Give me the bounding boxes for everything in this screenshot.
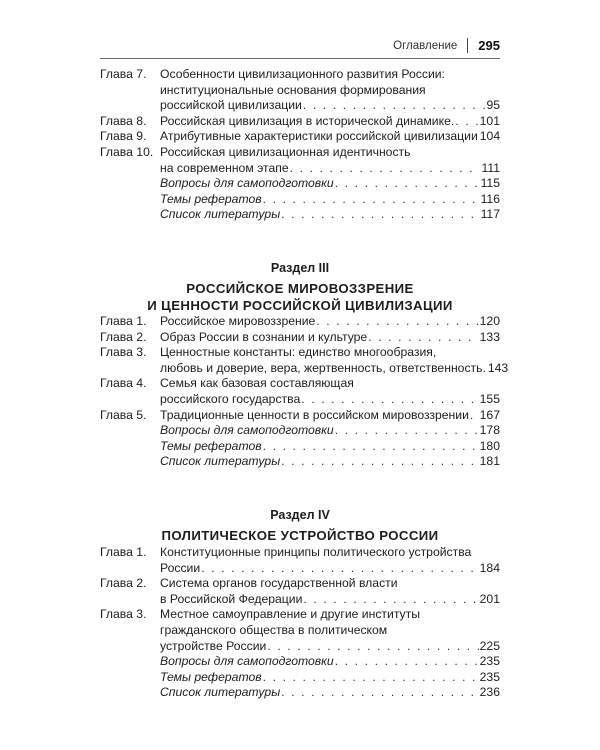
entry-body xyxy=(160,67,500,114)
dot-leader xyxy=(303,592,478,608)
section-heading-4 xyxy=(100,506,500,544)
page-ref: 235 xyxy=(479,669,500,684)
entry-body xyxy=(160,607,500,654)
toc-entry-appendix[interactable] xyxy=(100,685,500,701)
entry-title: Список литературы xyxy=(160,685,281,700)
entry-title: устройстве России xyxy=(160,638,267,653)
dot-leader xyxy=(335,654,479,670)
entry-title-line: Особенности цивилизационного развития России: xyxy=(160,67,445,81)
dot-leader xyxy=(335,176,480,192)
page-ref: 181 xyxy=(479,454,500,469)
entry-title: российского государства xyxy=(160,391,301,406)
toc-block-section-3 xyxy=(100,314,509,470)
section-title xyxy=(100,280,500,314)
entry-title: России xyxy=(160,560,201,575)
entry-title: Традиционные ценности в российском мировоззрении xyxy=(160,407,469,422)
entry-title-line: Семья как базовая составляющая xyxy=(160,376,354,391)
entry-last-line xyxy=(160,98,500,114)
entry-last-line xyxy=(160,192,500,208)
entry-body xyxy=(160,114,500,130)
entry-body xyxy=(160,454,500,470)
entry-body xyxy=(160,207,500,223)
dot-leader xyxy=(290,161,481,177)
entry-title: Российское мировоззрение xyxy=(160,314,316,328)
entry-last-line xyxy=(160,439,500,455)
entry-title: Темы рефератов xyxy=(160,669,262,684)
entry-last-line xyxy=(160,454,500,470)
entry-last-line xyxy=(160,592,500,608)
chapter-number: Глава 7. xyxy=(100,67,147,81)
dot-leader xyxy=(455,114,478,130)
page-ref: 104 xyxy=(479,129,501,144)
toc-entry[interactable] xyxy=(100,607,500,654)
entry-title-line: Конституционные принципы политического устройства xyxy=(160,545,472,559)
page-ref: 236 xyxy=(479,685,500,700)
section-title xyxy=(100,527,500,544)
toc-entry[interactable] xyxy=(100,576,500,607)
toc-entry-appendix[interactable] xyxy=(100,176,500,192)
page-ref: 95 xyxy=(486,98,500,113)
entry-title-line: гражданского общества в политическом xyxy=(160,622,388,637)
dot-leader xyxy=(281,454,478,470)
dot-leader xyxy=(263,439,479,455)
entry-body xyxy=(160,423,500,439)
entry-last-line xyxy=(160,392,500,408)
chapter-number: Глава 5. xyxy=(100,407,147,422)
entry-title: Темы рефератов xyxy=(160,438,262,453)
header-separator xyxy=(467,38,468,53)
entry-title: любовь и доверие, вера, жертвенность, ответственность. xyxy=(160,360,486,375)
chapter-number: Глава 4. xyxy=(100,376,147,391)
entry-title-line: Система органов государственной власти xyxy=(160,576,398,591)
dot-leader xyxy=(301,392,478,408)
dot-leader xyxy=(267,639,478,655)
entry-title-line: Российская цивилизационная идентичность xyxy=(160,144,411,159)
entry-body xyxy=(160,439,500,455)
entry-last-line xyxy=(160,330,500,346)
header-rule xyxy=(100,58,500,59)
chapter-number: Глава 8. xyxy=(100,113,147,128)
entry-body xyxy=(160,654,500,670)
entry-last-line xyxy=(160,114,500,130)
entry-last-line xyxy=(160,408,500,424)
entry-title: Вопросы для самоподготовки xyxy=(160,176,334,191)
chapter-number: Глава 2. xyxy=(100,329,147,344)
entry-last-line xyxy=(160,207,500,223)
entry-last-line xyxy=(160,176,500,192)
entry-body xyxy=(160,408,500,424)
entry-last-line xyxy=(160,314,500,330)
dot-leader xyxy=(470,408,479,424)
section-heading-3 xyxy=(100,259,500,314)
toc-entry[interactable] xyxy=(100,145,500,176)
entry-body xyxy=(160,314,500,330)
page-ref: 120 xyxy=(479,314,500,328)
entry-title: в Российской Федерации xyxy=(160,591,303,606)
page-number: 295 xyxy=(478,38,500,53)
entry-title: Вопросы для самоподготовки xyxy=(160,654,334,669)
entry-title: Атрибутивные характеристики российской цивилизации xyxy=(160,129,478,144)
chapter-number xyxy=(100,439,160,455)
entry-title: Российская цивилизация в исторической динамике. xyxy=(160,113,455,128)
dot-leader xyxy=(201,561,478,577)
page-ref: 116 xyxy=(480,191,500,206)
chapter-number: Глава 1. xyxy=(100,545,147,559)
dot-leader xyxy=(368,330,478,346)
toc-entry-appendix[interactable] xyxy=(100,454,500,470)
toc-entry[interactable] xyxy=(100,330,500,346)
chapter-number xyxy=(100,670,160,686)
entry-title-line: Ценностные константы: единство многообразия, xyxy=(160,345,437,360)
chapter-number: Глава 3. xyxy=(100,607,147,622)
page-ref: 235 xyxy=(479,654,500,669)
entry-body xyxy=(160,330,500,346)
chapter-number xyxy=(100,176,160,192)
chapter-number: Глава 10. xyxy=(100,144,154,159)
toc-entry[interactable] xyxy=(100,408,500,424)
toc-entry[interactable] xyxy=(100,67,500,114)
section-title-line: РОССИЙСКОЕ МИРОВОЗЗРЕНИЕ xyxy=(186,281,414,296)
section-title-line: ПОЛИТИЧЕСКОЕ УСТРОЙСТВО РОССИИ xyxy=(161,528,439,543)
section-title-line: И ЦЕННОСТИ РОССИЙСКОЙ ЦИВИЛИЗАЦИИ xyxy=(147,298,453,313)
entry-last-line xyxy=(160,639,500,655)
dot-leader xyxy=(263,670,479,686)
page-ref: 184 xyxy=(479,560,500,575)
entry-title: Вопросы для самоподготовки xyxy=(160,423,334,438)
toc-block-section-2-end xyxy=(100,67,500,223)
page-ref: 101 xyxy=(479,113,500,128)
toc-entry[interactable] xyxy=(100,376,500,407)
entry-title-line: институциональные основания формирования xyxy=(160,82,426,97)
page-ref: 111 xyxy=(481,160,500,175)
entry-body xyxy=(160,376,500,407)
entry-body xyxy=(160,345,509,376)
chapter-number: Глава 2. xyxy=(100,576,147,591)
entry-last-line xyxy=(160,670,500,686)
toc-entry[interactable] xyxy=(100,114,500,130)
section-label: Раздел III xyxy=(270,261,330,275)
entry-body xyxy=(160,176,500,192)
entry-title: Образ России в сознании и культуре xyxy=(160,329,368,344)
toc-entry[interactable] xyxy=(100,314,500,330)
entry-last-line xyxy=(160,561,500,577)
entry-body xyxy=(160,670,500,686)
chapter-number xyxy=(100,454,160,470)
entry-body xyxy=(160,145,500,176)
entry-body xyxy=(160,545,500,576)
page-ref: 143 xyxy=(487,360,509,375)
dot-leader xyxy=(281,207,479,223)
dot-leader xyxy=(303,98,486,114)
entry-body xyxy=(160,192,500,208)
page-ref: 133 xyxy=(479,329,500,344)
entry-last-line xyxy=(160,423,500,439)
chapter-number xyxy=(100,192,160,208)
entry-title: Список литературы xyxy=(160,454,281,469)
entry-last-line xyxy=(160,129,500,145)
entry-title: Темы рефератов xyxy=(160,191,262,206)
entry-last-line xyxy=(160,360,509,377)
page-ref: 201 xyxy=(479,591,500,606)
entry-body xyxy=(160,685,500,701)
section-label: Раздел IV xyxy=(270,508,330,522)
dot-leader xyxy=(263,192,480,208)
entry-title: на современном этапе xyxy=(160,160,289,175)
running-header xyxy=(393,38,500,53)
toc-entry-appendix[interactable] xyxy=(100,192,500,208)
chapter-number xyxy=(100,207,160,223)
chapter-number xyxy=(100,654,160,670)
toc-entry[interactable] xyxy=(100,129,500,145)
dot-leader xyxy=(316,314,478,330)
toc-entry-appendix[interactable] xyxy=(100,207,500,223)
dot-leader xyxy=(335,423,479,439)
toc-entry-appendix[interactable] xyxy=(100,670,500,686)
page-ref: 155 xyxy=(479,391,500,406)
page-ref: 117 xyxy=(480,207,500,222)
dot-leader xyxy=(281,685,478,701)
page-ref: 167 xyxy=(479,407,500,422)
entry-last-line xyxy=(160,161,500,177)
page-ref: 225 xyxy=(479,638,500,653)
entry-title: Список литературы xyxy=(160,207,281,222)
entry-body xyxy=(160,576,500,607)
page-ref: 115 xyxy=(480,176,500,191)
entry-title-line: Местное самоуправление и другие институты xyxy=(160,607,420,622)
toc-entry[interactable] xyxy=(100,345,509,376)
chapter-number xyxy=(100,423,160,439)
entry-title: российской цивилизации xyxy=(160,98,302,113)
page-ref: 178 xyxy=(479,423,500,438)
entry-body xyxy=(160,129,500,145)
toc-entry-appendix[interactable] xyxy=(100,654,500,670)
chapter-number xyxy=(100,685,160,701)
page-ref: 180 xyxy=(479,438,500,453)
toc-entry[interactable] xyxy=(100,545,500,576)
toc-entry-appendix[interactable] xyxy=(100,439,500,455)
chapter-number: Глава 9. xyxy=(100,129,147,144)
chapter-number: Глава 1. xyxy=(100,314,147,328)
chapter-number: Глава 3. xyxy=(100,345,147,360)
toc-block-section-4 xyxy=(100,545,500,701)
toc-entry-appendix[interactable] xyxy=(100,423,500,439)
entry-last-line xyxy=(160,654,500,670)
entry-last-line xyxy=(160,685,500,701)
running-header-title: Оглавление xyxy=(393,39,458,52)
